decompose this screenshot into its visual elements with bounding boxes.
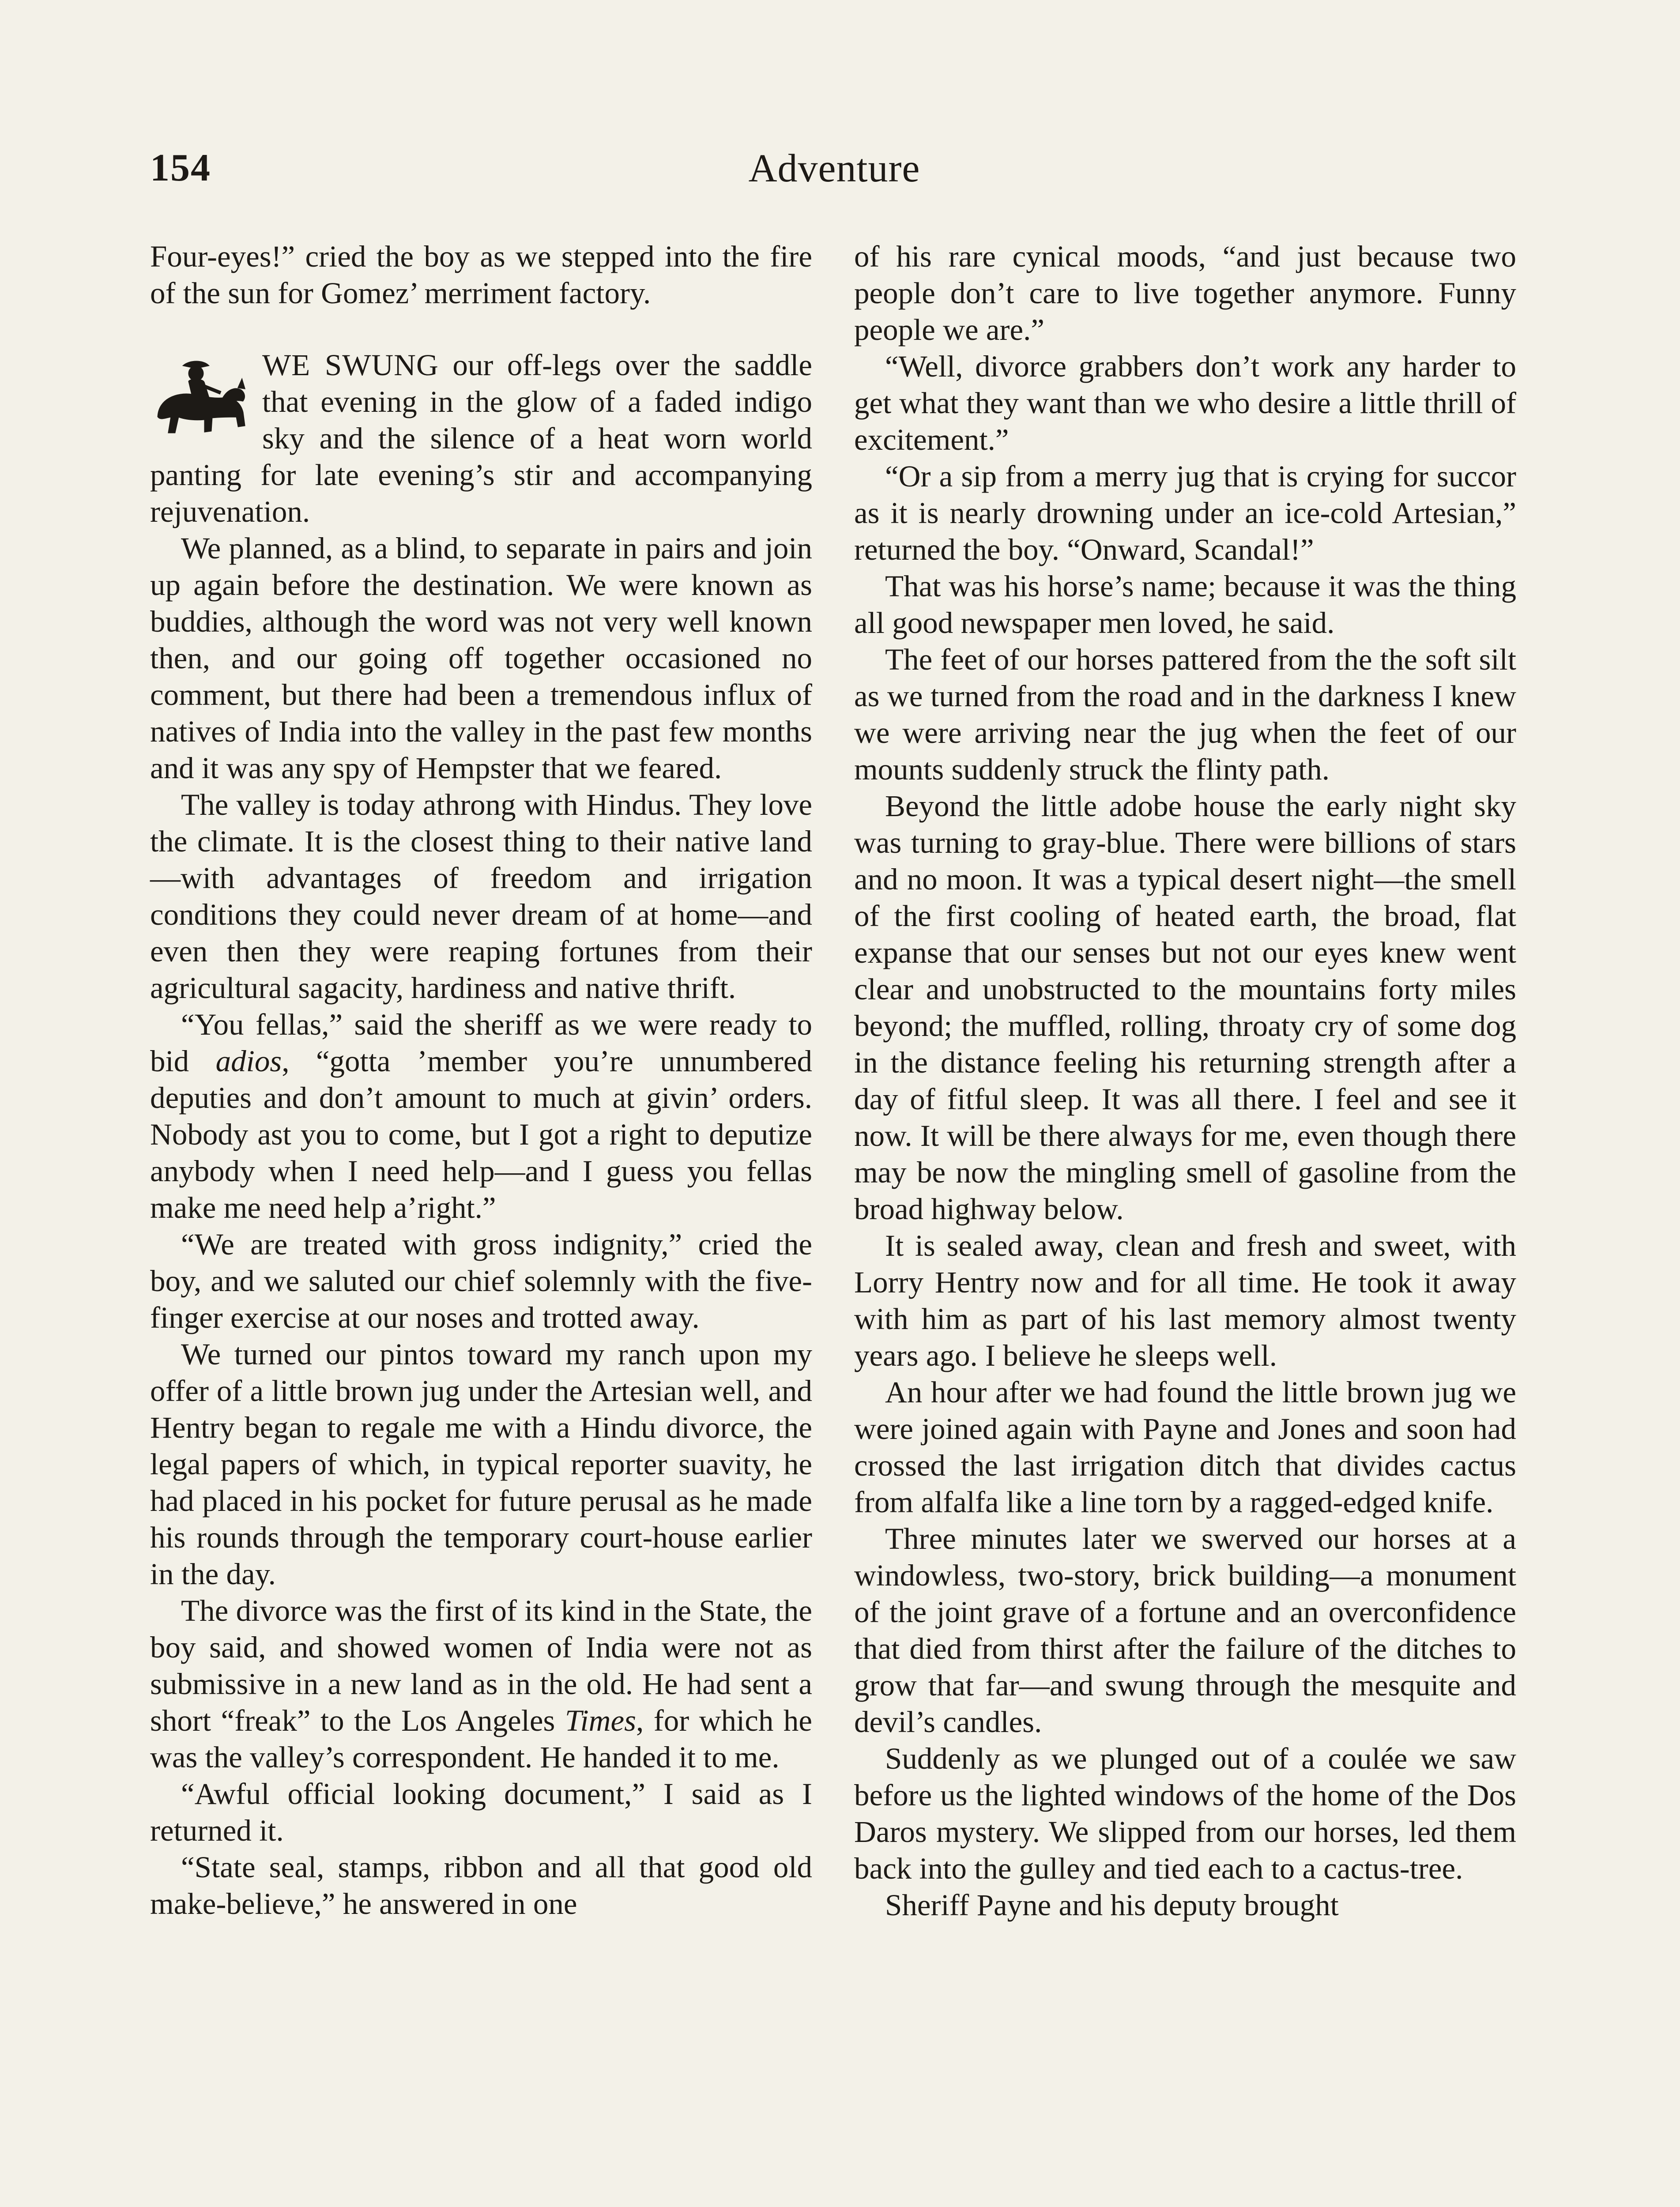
paragraph: “State seal, stamps, ribbon and all that good old make-believe,” he answered in one <box>150 1850 812 1921</box>
paragraph-text: , “gotta ’member you’re unnumbered deputies and don’t amount to much at givin’ orders. Nobody ast you to come, but I got a right to deputize anybody when I need help—and I guess you fellas make me need help a’right.” <box>150 1044 812 1224</box>
paragraph <box>150 1593 812 1776</box>
right-column <box>854 238 1516 1924</box>
paragraph: The valley is today athrong with Hindus. They love the climate. It is the closest thing to their native land—with advantages of freedom and irrigation conditions they could never dream of at home—and even then they were reaping fortunes from their agricultural sagacity, hardiness and native thrift. <box>150 788 812 1005</box>
paragraph: Sheriff Payne and his deputy brought <box>885 1888 1339 1922</box>
paragraph: Suddenly as we plunged out of a coulée we saw before us the lighted windows of the home of the Dos Daros mystery. We slipped from our horses, led them back into the gulley and tied each to a cactus-tree. <box>854 1742 1516 1885</box>
paragraph: “Well, divorce grabbers don’t work any harder to get what they want than we who desire a little thrill of excitement.” <box>854 350 1516 456</box>
paragraph: We planned, as a blind, to separate in pairs and join up again before the destination. We were known as buddies, although the word was not very well known then, and our going off together occasioned no comment, but there had been a tremendous influx of natives of India into the valley in the past few months and it was any spy of Hempster that we feared. <box>150 531 812 785</box>
paragraph: The feet of our horses pattered from the the soft silt as we turned from the road and in the darkness I knew we were arriving near the jug when the feet of our mounts suddenly struck the flinty path. <box>854 643 1516 786</box>
paragraph: Four-eyes!” cried the boy as we stepped into the fire of the sun for Gomez’ merriment factory. <box>150 240 812 310</box>
running-title: Adventure <box>748 147 920 190</box>
paragraph: Three minutes later we swerved our horses at a windowless, two-story, brick building—a monument of the joint grave of a fortune and an overconfidence that died from thirst after the failure of the ditches to grow that far—and swung through the mesquite and devil’s candles. <box>854 1522 1516 1739</box>
paragraph: “We are treated with gross indignity,” cried the boy, and we saluted our chief solemnly with the five-finger exercise at our noses and trotted away. <box>150 1228 812 1334</box>
paragraph: Beyond the little adobe house the early night sky was turning to gray-blue. There were billions of stars and no moon. It was a typical desert night—the smell of the first cooling of heated earth, the broad, flat expanse that our senses but not our eyes knew went clear and unobstructed to the mountains forty miles beyond; the muffled, rolling, throaty cry of some dog in the distance feeling his returning strength after a day of fitful sleep. It was all there. I feel and see it now. It will be there always for me, even though there may be now the mingling smell of gasoline from the broad highway below. <box>854 789 1516 1226</box>
italic-word: Times <box>565 1704 636 1737</box>
section-opening-paragraph <box>150 347 812 530</box>
paragraph: That was his horse’s name; because it was the thing all good newspaper men loved, he said. <box>854 569 1516 640</box>
italic-word: adios <box>215 1044 282 1078</box>
paragraph: of his rare cynical moods, “and just because two people don’t care to live together anymore. Funny people we are.” <box>854 240 1516 346</box>
paragraph: “Awful official looking document,” I said as I returned it. <box>150 1777 812 1847</box>
paragraph-text: our off-legs over the saddle that evening in the glow of a faded indigo sky and the silence of a heat worn world panting for late evening’s stir and accompanying rejuvenation. <box>150 348 813 528</box>
paragraph-text: The divorce was the first of its kind in the State, the boy said, and showed women of India were not as submissive in a new land as in the old. He had sent a short “freak” to the Los Angeles <box>150 1594 812 1737</box>
paragraph-text: , for which he was the valley’s correspondent. He handed it to me. <box>150 1704 812 1774</box>
paragraph: An hour after we had found the little brown jug we were joined again with Payne and Jones and soon had crossed the last irrigation ditch that divides cactus from alfalfa like a line torn by a ragged-edged knife. <box>854 1375 1516 1519</box>
paragraph <box>150 1006 812 1226</box>
paragraph: It is sealed away, clean and fresh and sweet, with Lorry Hentry now and for all time. He took it away with him as part of his last memory almost twenty years ago. I believe he sleeps well. <box>854 1229 1516 1372</box>
paragraph-text: “You fellas,” said the sheriff as we were ready to bid <box>150 1008 812 1078</box>
paragraph: “Or a sip from a merry jug that is crying for succor as it is nearly drowning under an ice-cold Artesian,” returned the boy. “Onward, Scandal!” <box>854 459 1516 566</box>
left-column <box>150 238 812 1922</box>
rider-on-horse-vignette-icon <box>150 350 252 443</box>
section-lead-words: WE SWUNG <box>262 348 439 382</box>
page-header <box>150 146 1518 207</box>
page-number: 154 <box>150 147 211 189</box>
paragraph: We turned our pintos toward my ranch upon my offer of a little brown jug under the Artesian well, and Hentry began to regale me with a Hindu divorce, the legal papers of which, in typical reporter suavity, he had placed in his pocket for future perusal as he made his rounds through the temporary court-house earlier in the day. <box>150 1337 812 1591</box>
